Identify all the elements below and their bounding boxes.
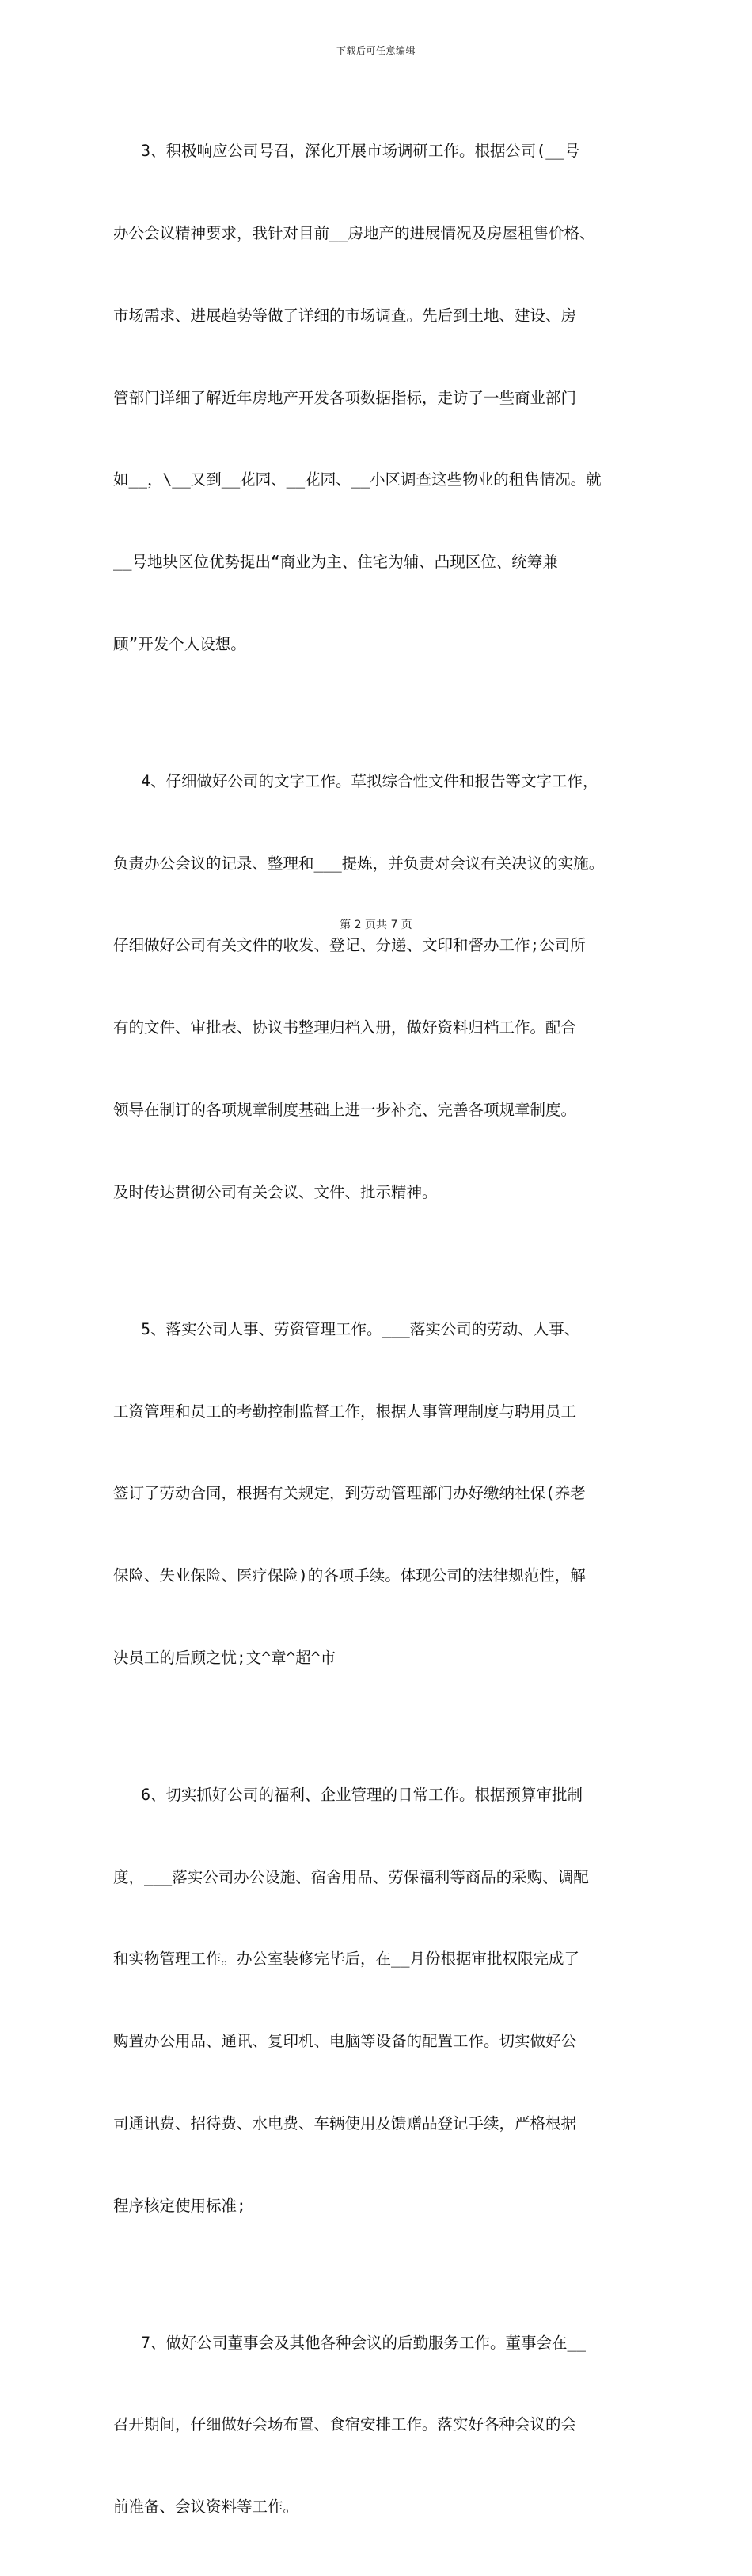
text-line: 度，___落实公司办公设施、宿舍用品、劳保福利等商品的采购、调配 bbox=[113, 1864, 651, 1892]
paragraph-item-4 bbox=[113, 713, 651, 1261]
text-line: 决员工的后顾之忧;文^章^超^市 bbox=[113, 1645, 651, 1672]
paragraph-item-3 bbox=[113, 83, 651, 713]
text-line: 5、落实公司人事、劳资管理工作。___落实公司的劳动、人事、 bbox=[113, 1316, 651, 1344]
text-line: 司通讯费、招待费、水电费、车辆使用及馈赠品登记手续，严格根据 bbox=[113, 2110, 651, 2138]
text-line: 仔细做好公司有关文件的收发、登记、分递、文印和督办工作;公司所 bbox=[113, 932, 651, 960]
text-line: 保险、失业保险、医疗保险)的各项手续。体现公司的法律规范性，解 bbox=[113, 1562, 651, 1590]
text-line: 购置办公用品、通讯、复印机、电脑等设备的配置工作。切实做好公 bbox=[113, 2028, 651, 2056]
text-line: 有的文件、审批表、协议书整理归档入册，做好资料归档工作。配合 bbox=[113, 1014, 651, 1042]
text-line: 签订了劳动合同，根据有关规定，到劳动管理部门办好缴纳社保(养老 bbox=[113, 1480, 651, 1508]
paragraph-item-5 bbox=[113, 1261, 651, 1727]
text-line: 工资管理和员工的考勤控制监督工作，根据人事管理制度与聘用员工 bbox=[113, 1398, 651, 1426]
text-line: 前准备、会议资料等工作。 bbox=[113, 2494, 651, 2521]
text-line: 及时传达贯彻公司有关会议、文件、批示精神。 bbox=[113, 1179, 651, 1207]
document-body bbox=[113, 83, 651, 2576]
text-line: 程序核定使用标准; bbox=[113, 2193, 651, 2220]
text-line: 召开期间，仔细做好会场布置、食宿安排工作。落实好各种会议的会 bbox=[113, 2411, 651, 2439]
text-line: 顾”开发个人设想。 bbox=[113, 631, 651, 659]
text-line: 3、积极响应公司号召，深化开展市场调研工作。根据公司(__号 bbox=[113, 138, 651, 166]
text-line: 领导在制订的各项规章制度基础上进一步补充、完善各项规章制度。 bbox=[113, 1097, 651, 1124]
paragraph-item-7 bbox=[113, 2275, 651, 2576]
paragraph-item-6 bbox=[113, 1727, 651, 2275]
text-line: 如__，\__又到__花园、__花园、__小区调查这些物业的租售情况。就 bbox=[113, 466, 651, 494]
text-line: 负责办公会议的记录、整理和___提炼，并负责对会议有关决议的实施。 bbox=[113, 850, 651, 878]
text-line: 和实物管理工作。办公室装修完毕后，在__月份根据审批权限完成了 bbox=[113, 1946, 651, 1973]
page-header: 下载后可任意编辑 bbox=[0, 44, 752, 57]
text-line: 4、仔细做好公司的文字工作。草拟综合性文件和报告等文字工作， bbox=[113, 768, 651, 796]
text-line: 6、切实抓好公司的福利、企业管理的日常工作。根据预算审批制 bbox=[113, 1782, 651, 1809]
page-number-footer: 第 2 页共 7 页 bbox=[0, 916, 752, 932]
text-line: __号地块区位优势提出“商业为主、住宅为辅、凸现区位、统筹兼 bbox=[113, 549, 651, 576]
text-line: 管部门详细了解近年房地产开发各项数据指标，走访了一些商业部门 bbox=[113, 385, 651, 413]
text-line: 市场需求、进展趋势等做了详细的市场调查。先后到土地、建设、房 bbox=[113, 302, 651, 330]
text-line: 7、做好公司董事会及其他各种会议的后勤服务工作。董事会在__ bbox=[113, 2330, 651, 2357]
text-line: 办公会议精神要求，我针对目前__房地产的进展情况及房屋租售价格、 bbox=[113, 220, 651, 248]
